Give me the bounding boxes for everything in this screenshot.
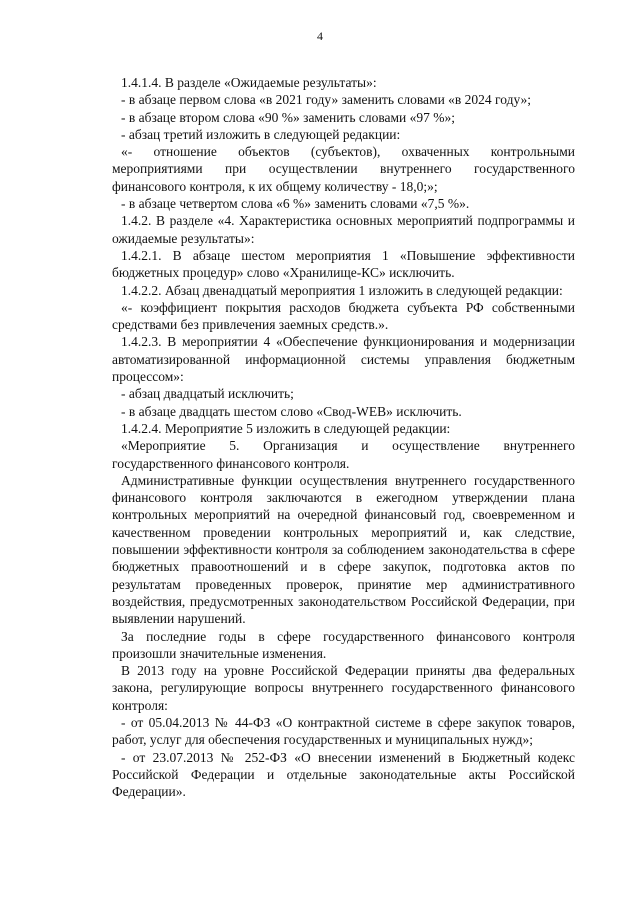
paragraph-2013-laws: В 2013 году на уровне Российской Федерации приняты два федеральных закона, регулирующие вопросы внутреннего государственного финансового контроля: <box>112 663 575 713</box>
paragraph-1-4-2-1: 1.4.2.1. В абзаце шестом мероприятия 1 «Повышение эффективности бюджетных процедур» слово «Хранилище-КС» исключить. <box>112 247 575 281</box>
paragraph-1-4-2-4: 1.4.2.4. Мероприятие 5 изложить в следующей редакции: <box>121 420 451 436</box>
paragraph-1-4-2-2: 1.4.2.2. Абзац двенадцатый мероприятия 1 изложить в следующей редакции: <box>121 282 563 298</box>
paragraph-twentieth-abzac: - абзац двадцатый исключить; <box>121 386 294 402</box>
paragraph-coefficient-quote: «- коэффициент покрытия расходов бюджета субъекта РФ собственными средствами без привлечения заемных средств.». <box>112 299 575 333</box>
paragraph-quoted-indicator: «- отношение объектов (субъектов), охваченных контрольными мероприятиями при осуществлении внутреннего государственного финансового контроля, к их общему количеству - 18,0;»; <box>112 144 575 194</box>
paragraph-recent-changes: За последние годы в сфере государственного финансового контроля произошли значительные изменения. <box>112 628 575 661</box>
paragraph-second-abzac: - в абзаце втором слова «90 %» заменить словами «97 %»; <box>121 109 456 125</box>
paragraph-1-4-2-heading: 1.4.2. В разделе «4. Характеристика основных мероприятий подпрограммы и ожидаемые результаты»: <box>112 213 575 246</box>
paragraph-twenty-sixth-abzac: - в абзаце двадцать шестом слово «Свод-WEB» исключить. <box>121 403 462 419</box>
paragraph-1-4-1-4-heading: 1.4.1.4. В разделе «Ожидаемые результаты»: <box>121 75 377 90</box>
paragraph-law-252-fz: - от 23.07.2013 № 252-ФЗ «О внесении изменений в Бюджетный кодекс Российской Федерации и отдельные законодательные акты Российской Федерации». <box>112 749 575 800</box>
paragraph-first-abzac: - в абзаце первом слова «в 2021 году» заменить словами «в 2024 году»; <box>121 92 532 108</box>
page-number: 4 <box>317 29 323 43</box>
paragraph-fourth-abzac: - в абзаце четвертом слова «6 %» заменить словами «7,5 %». <box>121 196 470 212</box>
paragraph-third-abzac: - абзац третий изложить в следующей редакции: <box>121 126 401 142</box>
paragraph-measure-5-title: «Мероприятие 5. Организация и осуществление внутреннего государственного финансового контроля. <box>112 438 575 471</box>
paragraph-1-4-2-3: 1.4.2.3. В мероприятии 4 «Обеспечение функционирования и модернизации автоматизированной информационной системы управления бюджетным процессом»: <box>112 334 575 385</box>
document-body <box>112 74 575 800</box>
paragraph-administrative-functions: Административные функции осуществления внутреннего государственного финансового контроля заключаются в ежегодном утверждении плана контрольных мероприятий на очередной финансовый год, своевременном и качественном проведении контрольных мероприятий и, как следствие, повышении эффективности контроля за соблюдением законодательства в сфере бюджетных правоотношений и в сфере закупок, подготовка актов по результатам проведенных проверок, принятие мер административного воздействия, предусмотренных законодательством Российской Федерации, при выявлении нарушений. <box>112 472 575 627</box>
paragraph-law-44-fz: - от 05.04.2013 № 44-ФЗ «О контрактной системе в сфере закупок товаров, работ, услуг для обеспечения государственных и муниципальных нужд»; <box>112 714 575 748</box>
